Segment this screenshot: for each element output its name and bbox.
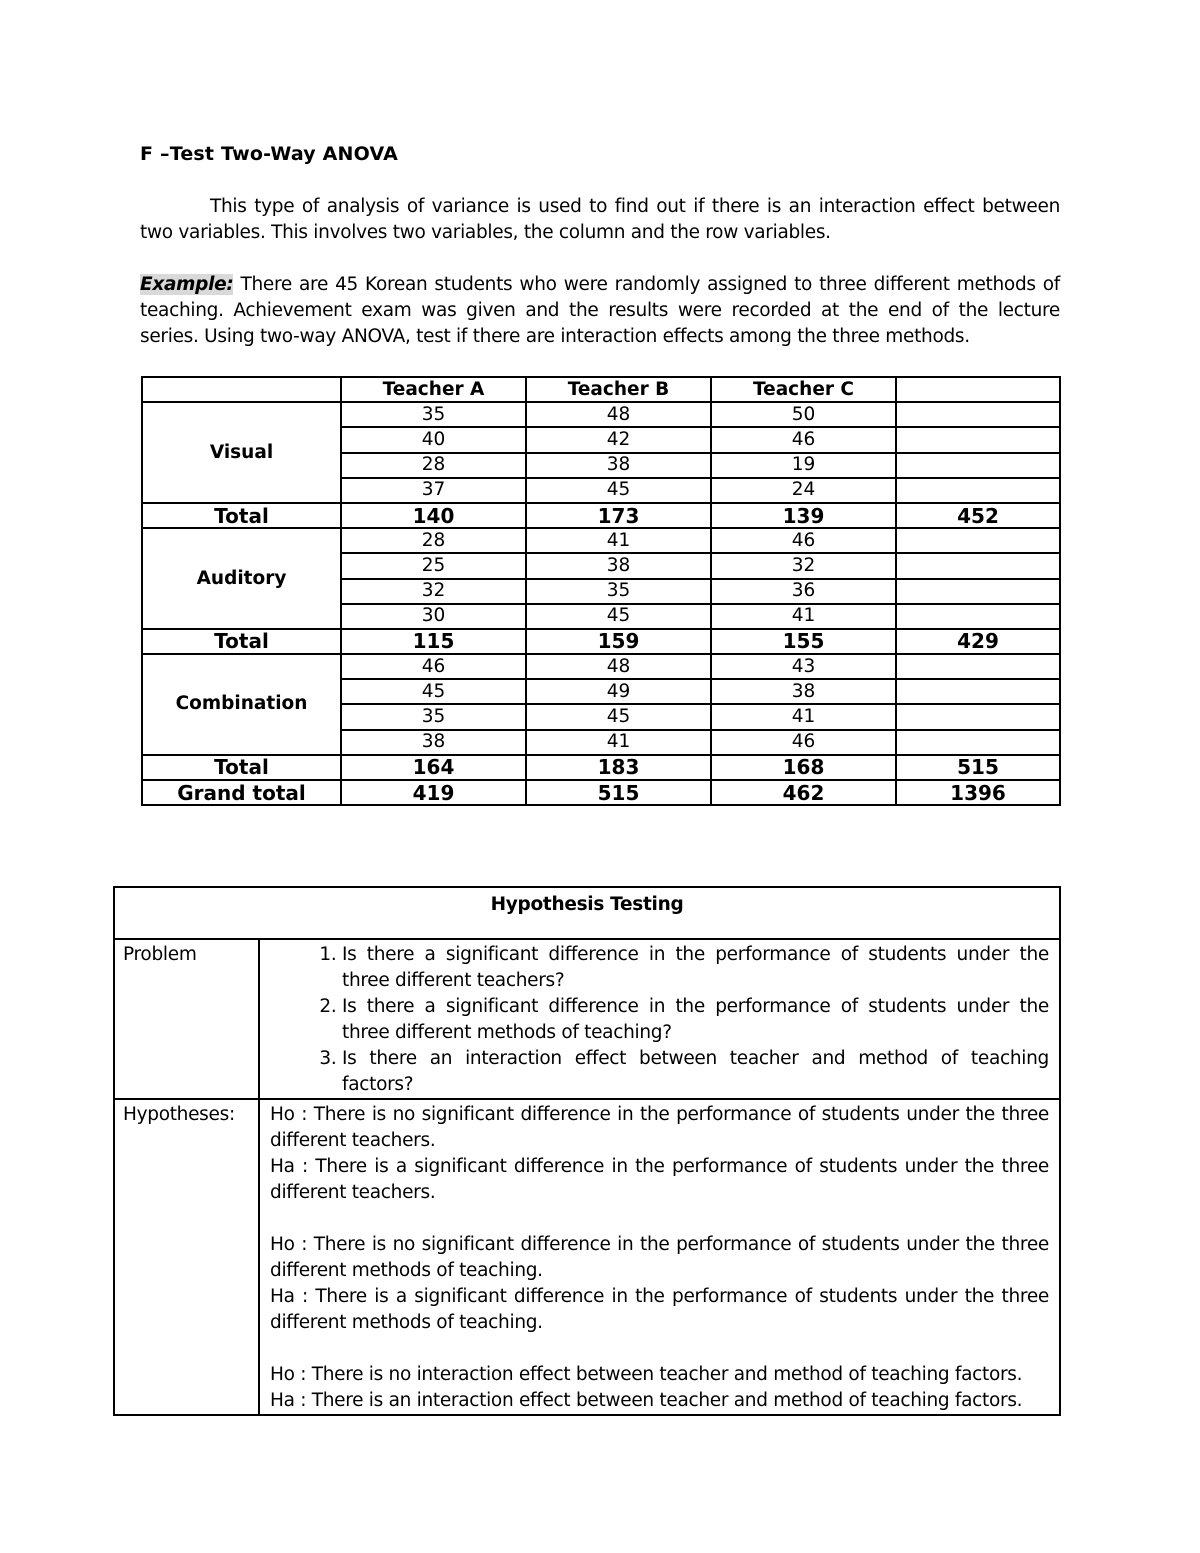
score-cell: 19: [711, 453, 896, 478]
score-cell: 41: [526, 528, 711, 553]
score-cell: 45: [526, 704, 711, 729]
alternative-hypothesis: Ha : There is a significant difference in the performance of students under the three different teachers.: [270, 1156, 1049, 1203]
problem-item: 2. Is there a significant difference in the performance of students under the three different methods of teaching?: [342, 994, 1049, 1046]
total-cell: 515: [896, 755, 1060, 780]
score-cell: 42: [526, 427, 711, 452]
intro-paragraph: This type of analysis of variance is used to find out if there is an interaction effect between two variables. This involves two variables, the column and the row variables.: [140, 196, 1060, 243]
score-cell: 30: [341, 604, 526, 629]
empty-cell: [896, 553, 1060, 578]
anova-data-table: [141, 376, 1061, 806]
hypothesis-testing-table: [113, 886, 1061, 1416]
total-cell: 155: [711, 629, 896, 654]
grand-total-label: Grand total: [142, 780, 341, 805]
empty-cell: [896, 528, 1060, 553]
table-row: [142, 402, 1060, 427]
column-header: [896, 377, 1060, 402]
score-cell: 38: [526, 553, 711, 578]
score-cell: 35: [341, 704, 526, 729]
null-hypothesis: Ho : There is no significant difference in the performance of students under the three different teachers.: [270, 1104, 1049, 1151]
score-cell: 45: [526, 604, 711, 629]
total-cell: 429: [896, 629, 1060, 654]
score-cell: 41: [711, 704, 896, 729]
score-cell: 41: [711, 604, 896, 629]
score-cell: 50: [711, 402, 896, 427]
empty-cell: [896, 579, 1060, 604]
score-cell: 24: [711, 478, 896, 503]
score-cell: 46: [711, 528, 896, 553]
empty-cell: [896, 402, 1060, 427]
score-cell: 25: [341, 553, 526, 578]
total-cell: 168: [711, 755, 896, 780]
score-cell: 46: [711, 730, 896, 755]
table-row: [142, 654, 1060, 679]
group-label: Visual: [142, 402, 341, 503]
score-cell: 36: [711, 579, 896, 604]
grand-total-cell: 419: [341, 780, 526, 805]
total-cell: 140: [341, 503, 526, 528]
grand-total-cell: 462: [711, 780, 896, 805]
problem-item: 3. Is there an interaction effect between teacher and method of teaching factors?: [342, 1046, 1049, 1098]
alternative-hypothesis: Ha : There is a significant difference in the performance of students under the three different methods of teaching.: [270, 1286, 1049, 1333]
problem-list: [270, 942, 1049, 1098]
total-cell: 183: [526, 755, 711, 780]
total-row: [142, 629, 1060, 654]
problem-cell: [259, 939, 1060, 1099]
score-cell: 49: [526, 679, 711, 704]
score-cell: 46: [711, 427, 896, 452]
score-cell: 38: [711, 679, 896, 704]
score-cell: 48: [526, 402, 711, 427]
column-header: Teacher B: [526, 377, 711, 402]
problem-item: 1. Is there a significant difference in the performance of students under the three different teachers?: [342, 942, 1049, 994]
total-label: Total: [142, 503, 341, 528]
score-cell: 32: [711, 553, 896, 578]
group-label: Combination: [142, 654, 341, 755]
grand-total-row: [142, 780, 1060, 805]
empty-cell: [896, 453, 1060, 478]
score-cell: 43: [711, 654, 896, 679]
score-cell: 38: [341, 730, 526, 755]
score-cell: 45: [341, 679, 526, 704]
problem-label: Problem: [114, 939, 259, 1099]
score-cell: 40: [341, 427, 526, 452]
score-cell: 48: [526, 654, 711, 679]
null-hypothesis: Ho : There is no significant difference in the performance of students under the three different methods of teaching.: [270, 1234, 1049, 1281]
example-label: Example:: [140, 274, 234, 295]
total-label: Total: [142, 755, 341, 780]
score-cell: 35: [526, 579, 711, 604]
header-row: [142, 377, 1060, 402]
empty-cell: [896, 427, 1060, 452]
group-label: Auditory: [142, 528, 341, 629]
total-cell: 139: [711, 503, 896, 528]
score-cell: 32: [341, 579, 526, 604]
empty-cell: [896, 704, 1060, 729]
score-cell: 37: [341, 478, 526, 503]
hypotheses-cell: [259, 1099, 1060, 1415]
page-title: F –Test Two-Way ANOVA: [140, 143, 399, 165]
total-cell: 452: [896, 503, 1060, 528]
empty-cell: [896, 730, 1060, 755]
empty-cell: [896, 679, 1060, 704]
column-header: Teacher C: [711, 377, 896, 402]
null-hypothesis: Ho : There is no interaction effect between teacher and method of teaching factors.: [270, 1364, 1023, 1385]
score-cell: 28: [341, 453, 526, 478]
score-cell: 46: [341, 654, 526, 679]
empty-cell: [896, 478, 1060, 503]
grand-total-cell: 515: [526, 780, 711, 805]
score-cell: 28: [341, 528, 526, 553]
total-cell: 164: [341, 755, 526, 780]
total-row: [142, 503, 1060, 528]
column-header: [142, 377, 341, 402]
score-cell: 38: [526, 453, 711, 478]
total-cell: 159: [526, 629, 711, 654]
score-cell: 35: [341, 402, 526, 427]
score-cell: 45: [526, 478, 711, 503]
example-text: There are 45 Korean students who were randomly assigned to three different methods of teaching. Achievement exam was given and the results were recorded at the end of the lecture series. Using two-way ANOVA, test if there are interaction effects among the three methods.: [140, 274, 1060, 347]
column-header: Teacher A: [341, 377, 526, 402]
empty-cell: [896, 604, 1060, 629]
total-label: Total: [142, 629, 341, 654]
score-cell: 41: [526, 730, 711, 755]
total-row: [142, 755, 1060, 780]
grand-total-cell: 1396: [896, 780, 1060, 805]
alternative-hypothesis: Ha : There is an interaction effect between teacher and method of teaching factors.: [270, 1390, 1023, 1411]
total-cell: 173: [526, 503, 711, 528]
hypotheses-label: Hypotheses:: [114, 1099, 259, 1415]
table-row: [142, 528, 1060, 553]
example-paragraph: [140, 272, 1060, 350]
empty-cell: [896, 654, 1060, 679]
hypothesis-table-caption: Hypothesis Testing: [114, 887, 1060, 939]
total-cell: 115: [341, 629, 526, 654]
